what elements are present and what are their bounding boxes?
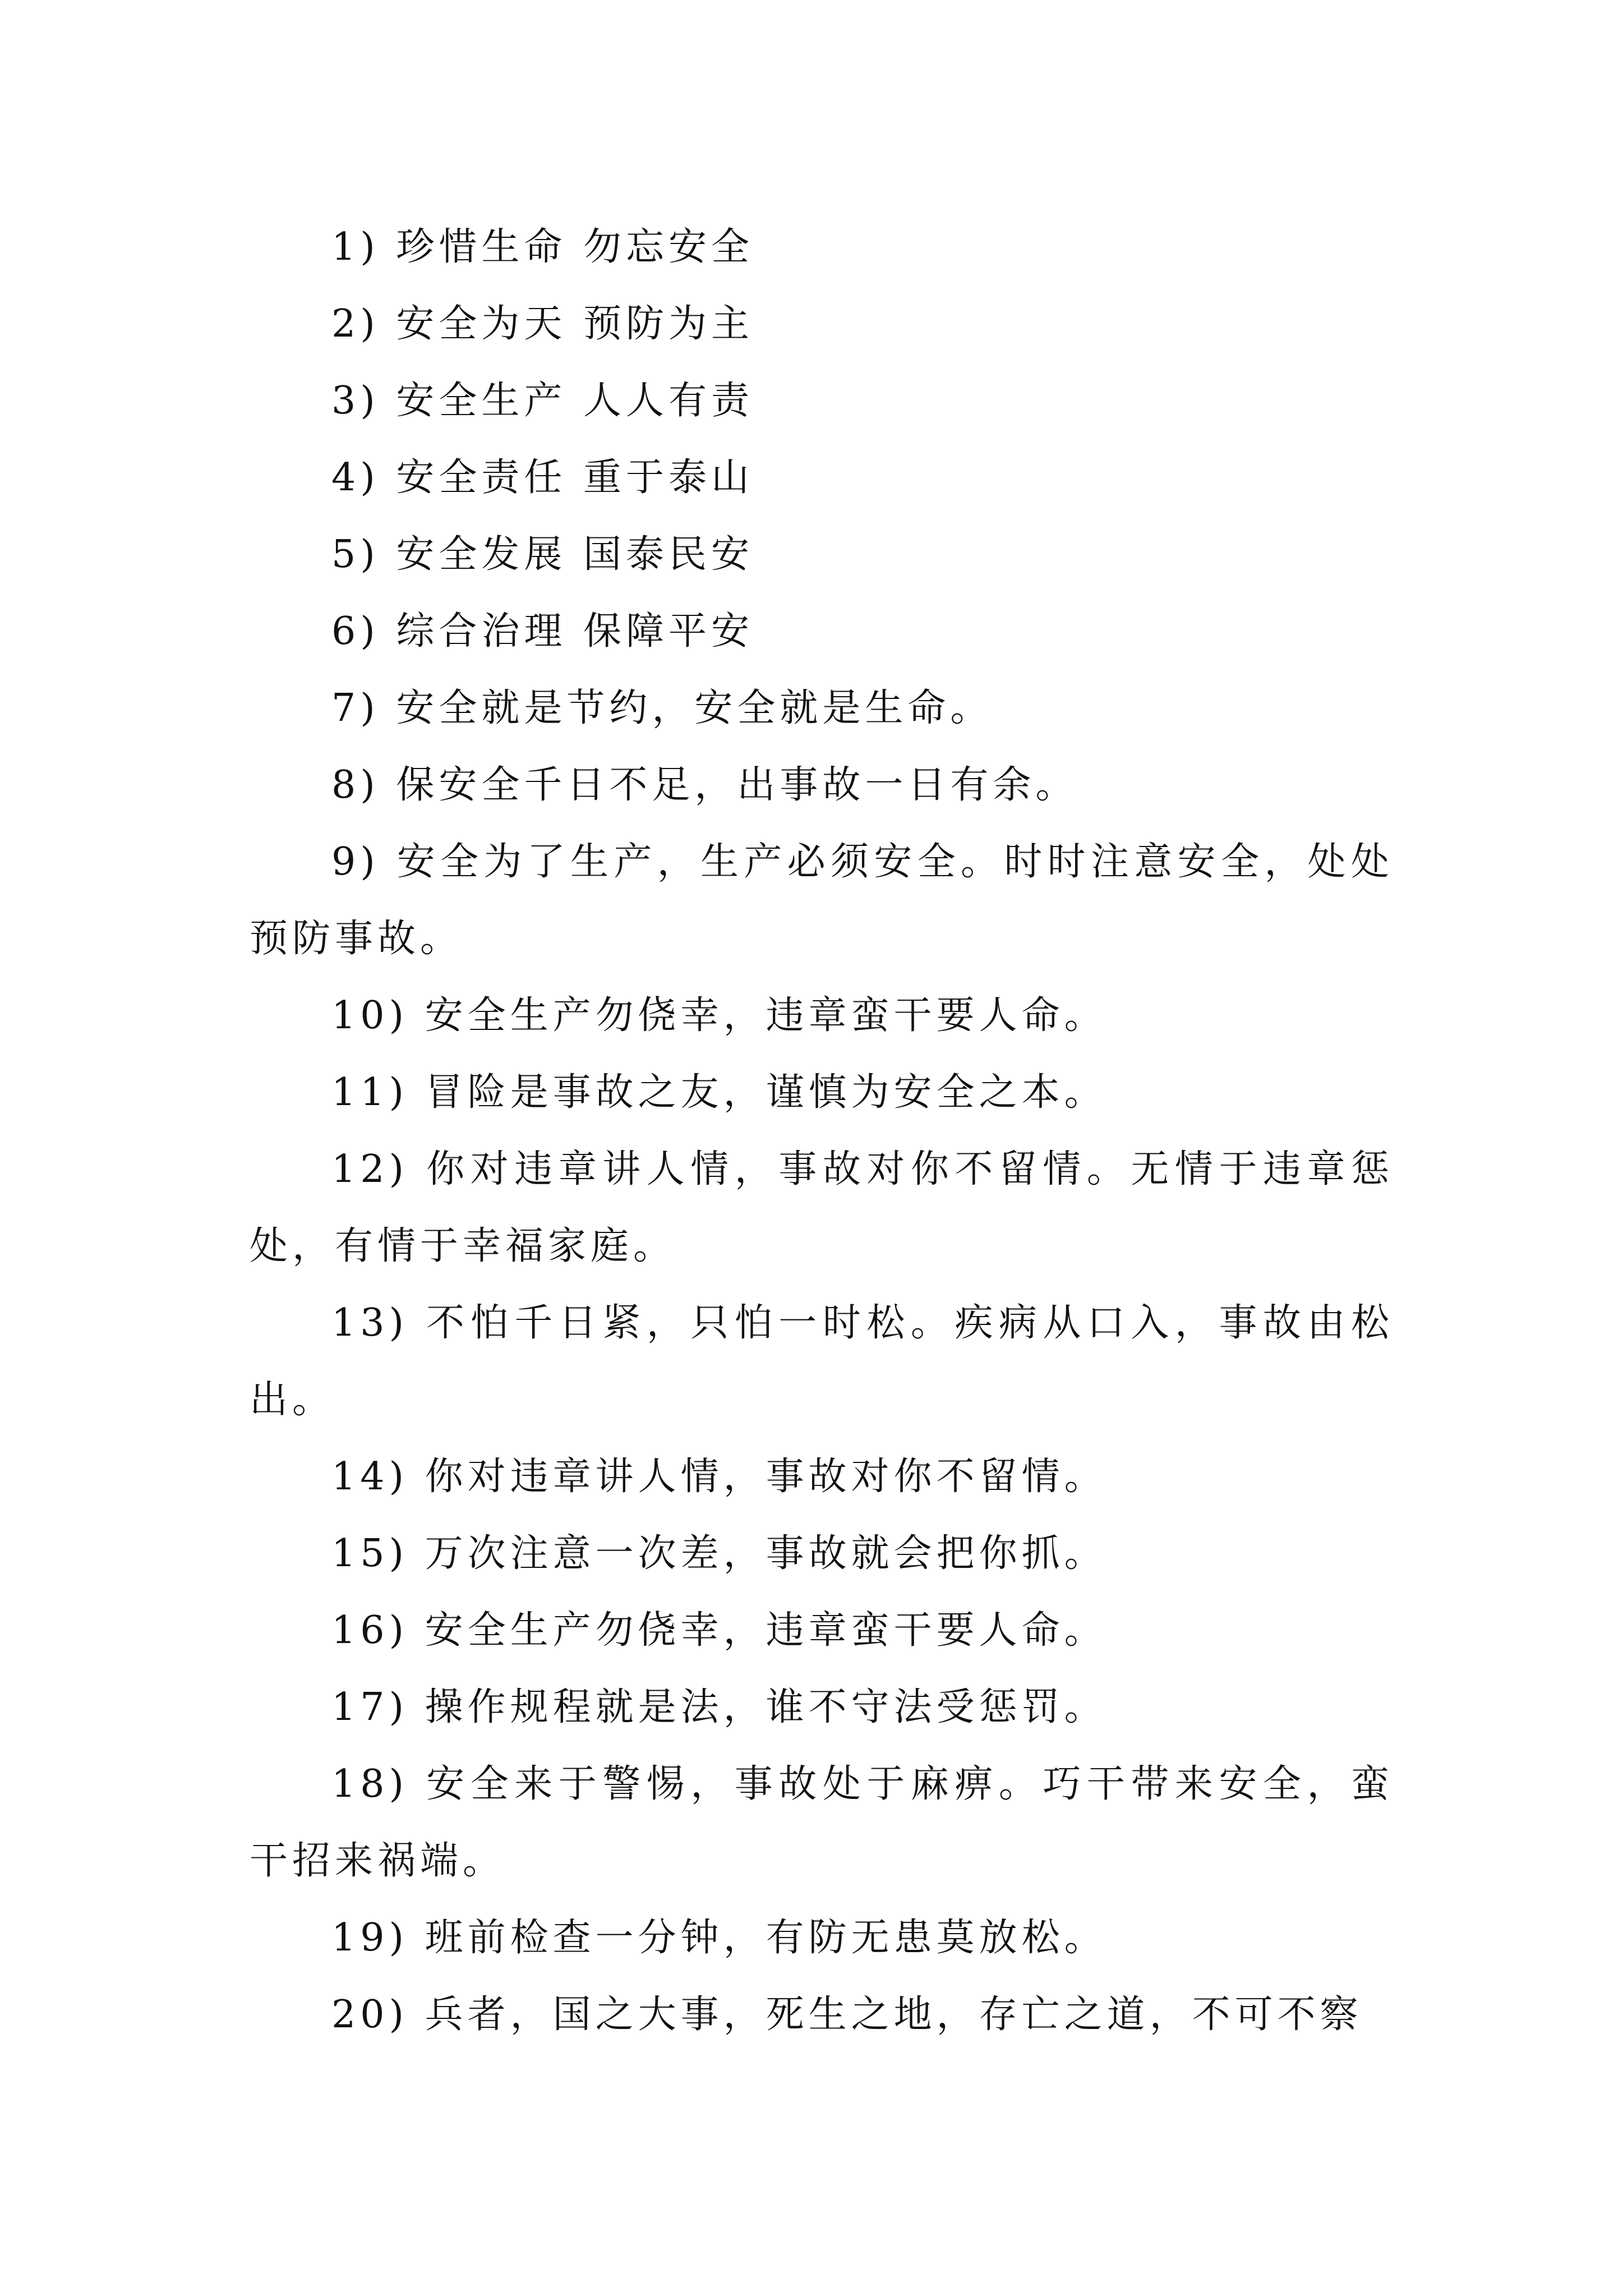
list-item: 8) 保安全千日不足，出事故一日有余。 — [331, 763, 1078, 807]
list-item: 20) 兵者，国之大事，死生之地，存亡之道，不可不察 — [331, 1993, 1363, 2037]
list-item: 6) 综合治理 保障平安 — [331, 609, 754, 654]
list-item: 10) 安全生产勿侥幸，违章蛮干要人命。 — [331, 993, 1107, 1038]
list-item: 7) 安全就是节约，安全就是生命。 — [331, 686, 993, 730]
list-item: 13) 不怕千日紧，只怕一时松。疾病从口入，事故由松出。 — [250, 1301, 1394, 1422]
list-item: 2) 安全为天 预防为主 — [331, 302, 754, 346]
list-item: 3) 安全生产 人人有责 — [331, 379, 754, 423]
list-item: 14) 你对违章讲人情，事故对你不留情。 — [331, 1455, 1107, 1499]
list-item: 19) 班前检查一分钟，有防无患莫放松。 — [331, 1916, 1107, 1960]
list-item: 4) 安全责任 重于泰山 — [331, 455, 754, 500]
list-item: 16) 安全生产勿侥幸，违章蛮干要人命。 — [331, 1608, 1107, 1653]
list-item: 5) 安全发展 国泰民安 — [331, 532, 754, 577]
slogan-list — [250, 209, 1394, 2053]
list-item: 1) 珍惜生命 勿忘安全 — [331, 225, 754, 269]
list-item: 18) 安全来于警惕，事故处于麻痹。巧干带来安全，蛮干招来祸端。 — [250, 1762, 1394, 1883]
list-item: 15) 万次注意一次差，事故就会把你抓。 — [331, 1531, 1107, 1576]
list-item: 11) 冒险是事故之友，谨慎为安全之本。 — [331, 1070, 1107, 1115]
list-item: 9) 安全为了生产，生产必须安全。时时注意安全，处处预防事故。 — [250, 840, 1394, 961]
list-item: 12) 你对违章讲人情，事故对你不留情。无情于违章惩处，有情于幸福家庭。 — [250, 1147, 1394, 1268]
list-item: 17) 操作规程就是法，谁不守法受惩罚。 — [331, 1685, 1107, 1729]
